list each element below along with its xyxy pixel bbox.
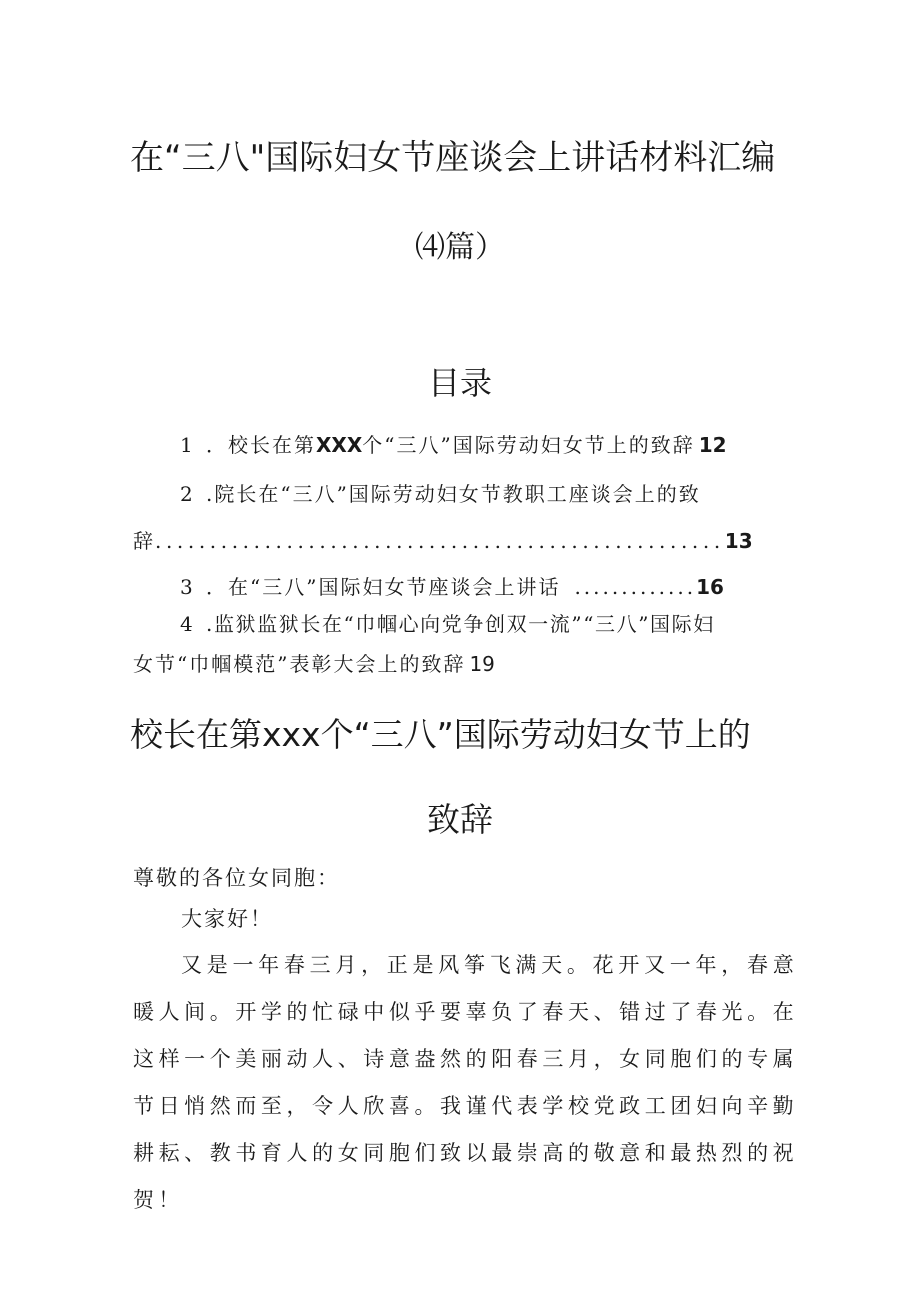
toc-item-page: 16 — [696, 575, 724, 599]
toc-item-4-continuation[interactable] — [133, 650, 495, 678]
toc-item-text-cont: 女节“巾帼模范”表彰大会上的致辞 — [133, 652, 466, 676]
toc-item-number: 2 — [180, 482, 195, 506]
toc-leader-dots: ............. — [574, 575, 697, 599]
toc-item-page: 12 — [698, 433, 727, 457]
toc-item-text-cont: 辞 — [133, 529, 155, 553]
toc-item-2-continuation[interactable] — [133, 527, 753, 555]
toc-item-xxx: XXX — [316, 433, 363, 457]
greeting: 大家好！ — [181, 907, 273, 931]
toc-heading: 目录 — [427, 364, 492, 402]
document-title: 在“三八"国际妇女节座谈会上讲话材料汇编 — [130, 138, 776, 178]
toc-item-page: 13 — [724, 529, 753, 553]
toc-item-page: 19 — [469, 652, 495, 676]
toc-item-number: 1 — [180, 433, 195, 457]
document-count: ⑷篇） — [415, 230, 505, 265]
toc-item-text: ．校长在第 — [206, 433, 316, 457]
toc-item-1[interactable] — [180, 431, 727, 459]
toc-item-number: 3 — [180, 575, 195, 599]
toc-item-4[interactable] — [180, 610, 715, 638]
salutation: 尊敬的各位女同胞： — [133, 866, 340, 890]
body-paragraph: 又是一年春三月，正是风筝飞满天。花开又一年，春意暖人间。开学的忙碌中似乎要辜负了春天、错过了春光。在这样一个美丽动人、诗意盎然的阳春三月，女同胞们的专属节日悄然而至，令人欣喜。我谨代表学校党政工团妇向辛勤耕耘、教书育人的女同胞们致以最崇高的敬意和最热烈的祝贺！ — [133, 953, 798, 1212]
toc-leader-dots: .................................................... — [155, 529, 725, 553]
toc-item-3[interactable] — [180, 573, 724, 601]
toc-item-text: .监狱监狱长在“巾帼心向党争创双一流”“三八”国际妇 — [206, 612, 715, 636]
toc-item-text: .院长在“三八”国际劳动妇女节教职工座谈会上的致 — [206, 482, 701, 506]
toc-item-text-rest: 个“三八”国际劳动妇女节上的致辞 — [362, 433, 695, 457]
section-title: 校长在第xxx个“三八”国际劳动妇女节上的 — [130, 715, 751, 754]
toc-item-2[interactable] — [180, 480, 701, 508]
section-title-continuation: 致辞 — [427, 800, 493, 839]
toc-item-text: ．在“三八”国际妇女节座谈会上讲话 — [206, 575, 561, 599]
toc-item-number: 4 — [180, 612, 195, 636]
